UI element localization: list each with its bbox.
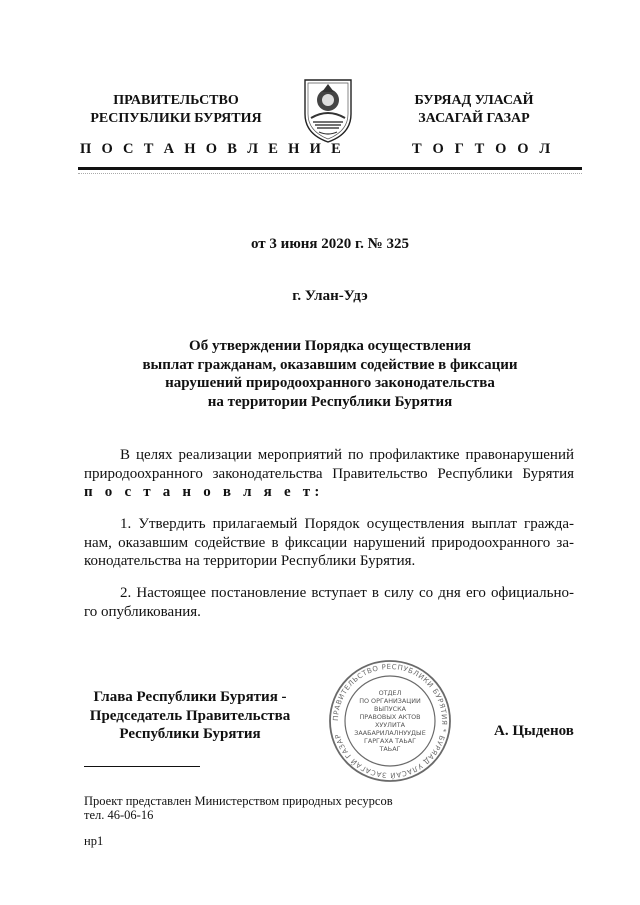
header-divider [78,167,582,170]
header-right-line1: БУРЯАД УЛАСАЙ [414,93,534,108]
header-left-line1: ПРАВИТЕЛЬСТВО [113,93,239,108]
stamp-line: ТАЬАГ [379,745,401,753]
doc-type-left: П О С Т А Н О В Л Е Н И Е [80,141,345,157]
text-line: В целях реализации мероприятий по профилактике правонарушений [120,447,574,463]
resolves-word: п о с т а н о в л я е т: [84,484,324,500]
coat-of-arms-icon [297,74,359,144]
header-right [384,92,564,128]
text-line: го опубликования. [84,603,201,620]
stamp-line: ЗААБАРИЛАЛНУУДЫЕ [354,729,426,737]
text-line: 1. Утвердить прилагаемый Порядок осуществления выплат гражда- [120,516,574,532]
official-stamp-icon [326,658,454,784]
footer-divider [84,766,200,767]
stamp-line: ВЫПУСКА [373,705,407,713]
footer-line: Проект представлен Министерством природных ресурсов [84,794,393,808]
text-line: нам, оказавшим содействие в фиксации нарушений природоохранного за- [84,534,574,551]
signatory-line: Председатель Правительства [89,707,291,724]
stamp-line: ПО ОРГАНИЗАЦИИ [359,697,421,705]
footer-code: нр1 [84,834,104,848]
title-line: Об утверждении Порядка осуществления [189,338,471,354]
signatory-position [80,688,300,744]
date-number: от 3 июня 2020 г. № 325 [251,236,409,252]
header-left [76,92,276,128]
text-line: конодательства на территории Республики Бурятия. [84,553,416,569]
stamp-line: ХУУЛИТА [374,721,406,729]
header-dotted-divider [78,173,582,174]
title-line: выплат гражданам, оказавшим содействие в фиксации [142,356,518,373]
stamp-line: ГАРГАХА ТАЬАГ [363,737,417,745]
title-line: на территории Республики Бурятия [207,393,453,410]
stamp-line: ОТДЕЛ [378,689,402,697]
document-title [60,337,600,411]
city: г. Улан-Удэ [292,288,368,304]
footer-line: тел. 46-06-16 [84,808,154,822]
title-line: нарушений природоохранного законодательства [165,375,495,391]
stamp-line: ПРАВОВЫХ АКТОВ [359,713,421,721]
text-line: 2. Настоящее постановление вступает в силу со дня его официально- [120,585,574,601]
signatory-line: Глава Республики Бурятия - [93,689,287,705]
header-right-line2: ЗАСАГАЙ ГАЗАР [418,111,530,126]
item-2-paragraph [84,584,574,621]
item-1-paragraph [84,515,574,571]
text-line: природоохранного законодательства Правительство Республики Бурятия [84,465,574,482]
signatory-name: А. Цыденов [494,723,574,739]
preamble-paragraph [84,446,574,502]
signatory-line: Республики Бурятия [119,726,261,742]
footer-note [84,794,393,822]
stamp-ring-text: ПРАВИТЕЛЬСТВО РЕСПУБЛИКИ БУРЯТИЯ * БУРЯАД УЛАСАЙ ЗАСАГАЙ ГАЗАР [331,662,449,780]
doc-type-right: Т О Г Т О О Л [412,141,554,157]
header-left-line2: РЕСПУБЛИКИ БУРЯТИЯ [90,111,262,126]
